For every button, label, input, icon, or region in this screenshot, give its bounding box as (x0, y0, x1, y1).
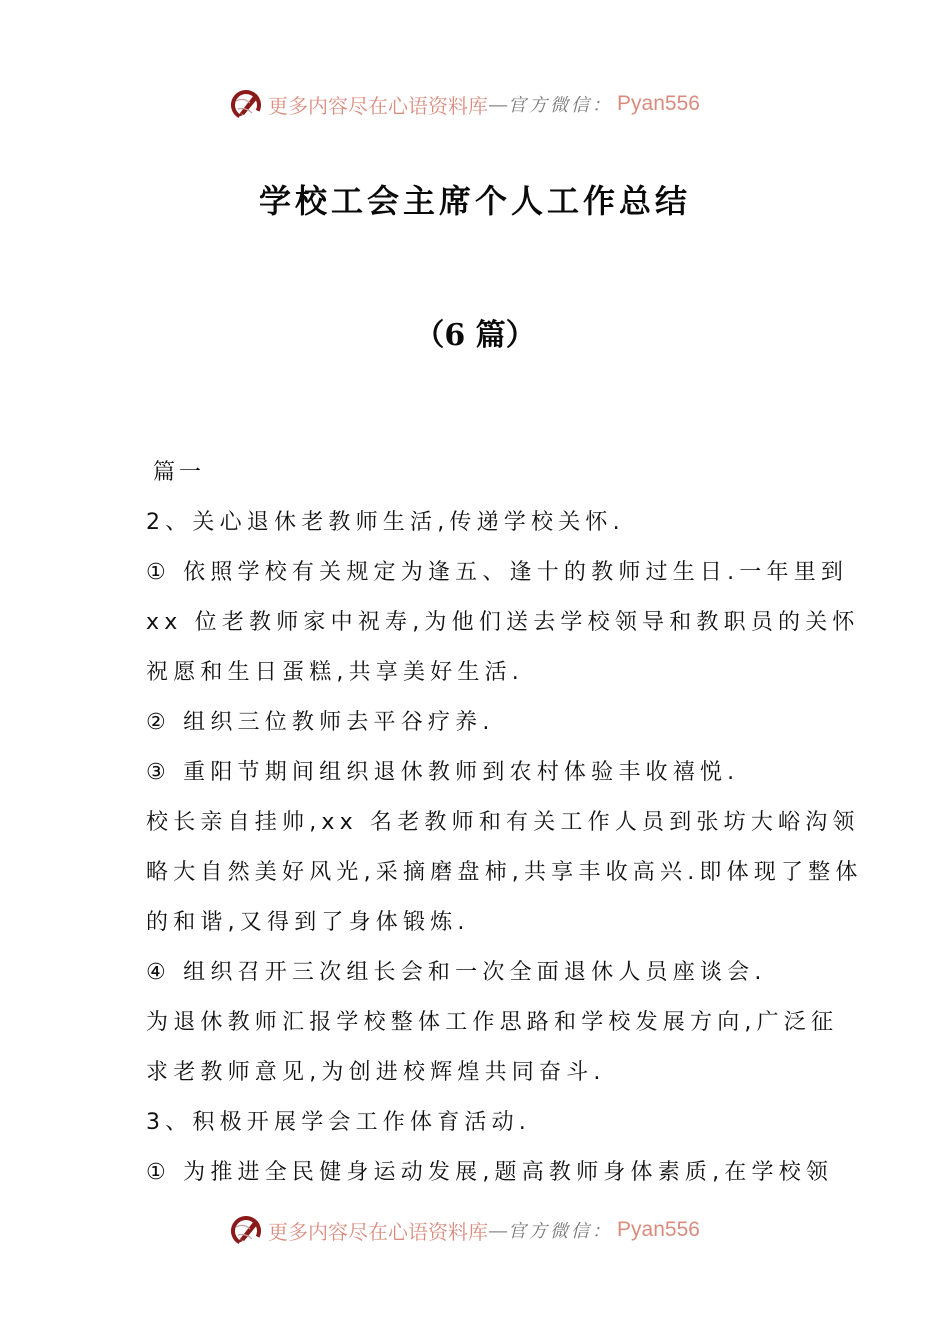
document-subtitle: （6 篇） (414, 318, 536, 353)
body-line: ① 为推进全民健身运动发展,题高教师身体素质,在学校领 (146, 1160, 834, 1185)
watermark-wechat-id: Pyan556 (617, 1218, 700, 1241)
body-line: ③ 重阳节期间组织退休教师到农村体验丰收禧悦. (146, 760, 740, 785)
watermark-content (230, 87, 700, 121)
body-line: 祝愿和生日蛋糕,共享美好生活. (146, 660, 524, 685)
body-line: 2、关心退休老教师生活,传递学校关怀. (146, 510, 625, 535)
header-watermark (0, 84, 950, 124)
body-line: 为退休教师汇报学校整体工作思路和学校发展方向,广泛征 (146, 1010, 839, 1035)
watermark-dash: — (488, 1218, 509, 1242)
body-line: 3、积极开展学会工作体育活动. (146, 1110, 531, 1135)
quill-pen-logo-icon (230, 1213, 264, 1247)
body-line: ① 依照学校有关规定为逢五、逢十的教师过生日.一年里到 (146, 560, 849, 585)
body-line: 略大自然美好风光,采摘磨盘柿,共享丰收高兴.即体现了整体 (146, 860, 863, 885)
body-line: xx 位老教师家中祝寿,为他们送去学校领导和教职员的关怀 (146, 610, 860, 635)
body-line: 校长亲自挂帅,xx 名老教师和有关工作人员到张坊大峪沟领 (146, 810, 860, 835)
body-line: 的和谐,又得到了身体锻炼. (146, 910, 470, 935)
document-title: 学校工会主席个人工作总结 (258, 182, 691, 220)
body-line: 求老教师意见,为创进校辉煌共同奋斗. (146, 1060, 606, 1085)
watermark-dash: — (488, 92, 509, 116)
quill-pen-logo-icon (230, 87, 264, 121)
watermark-content (230, 1213, 700, 1247)
section-label: 篇一 (153, 460, 206, 485)
watermark-site-text: 更多内容尽在心语资料库 (268, 1219, 489, 1244)
footer-watermark (0, 1210, 950, 1250)
watermark-wechat-id: Pyan556 (617, 92, 700, 115)
body-line: ④ 组织召开三次组长会和一次全面退休人员座谈会. (146, 960, 767, 985)
body-line: ② 组织三位教师去平谷疗养. (146, 710, 495, 735)
watermark-site-text: 更多内容尽在心语资料库 (268, 93, 489, 118)
document-body (146, 448, 863, 1198)
watermark-wechat-label: 官方微信： (508, 95, 614, 116)
watermark-wechat-label: 官方微信： (508, 1221, 614, 1242)
